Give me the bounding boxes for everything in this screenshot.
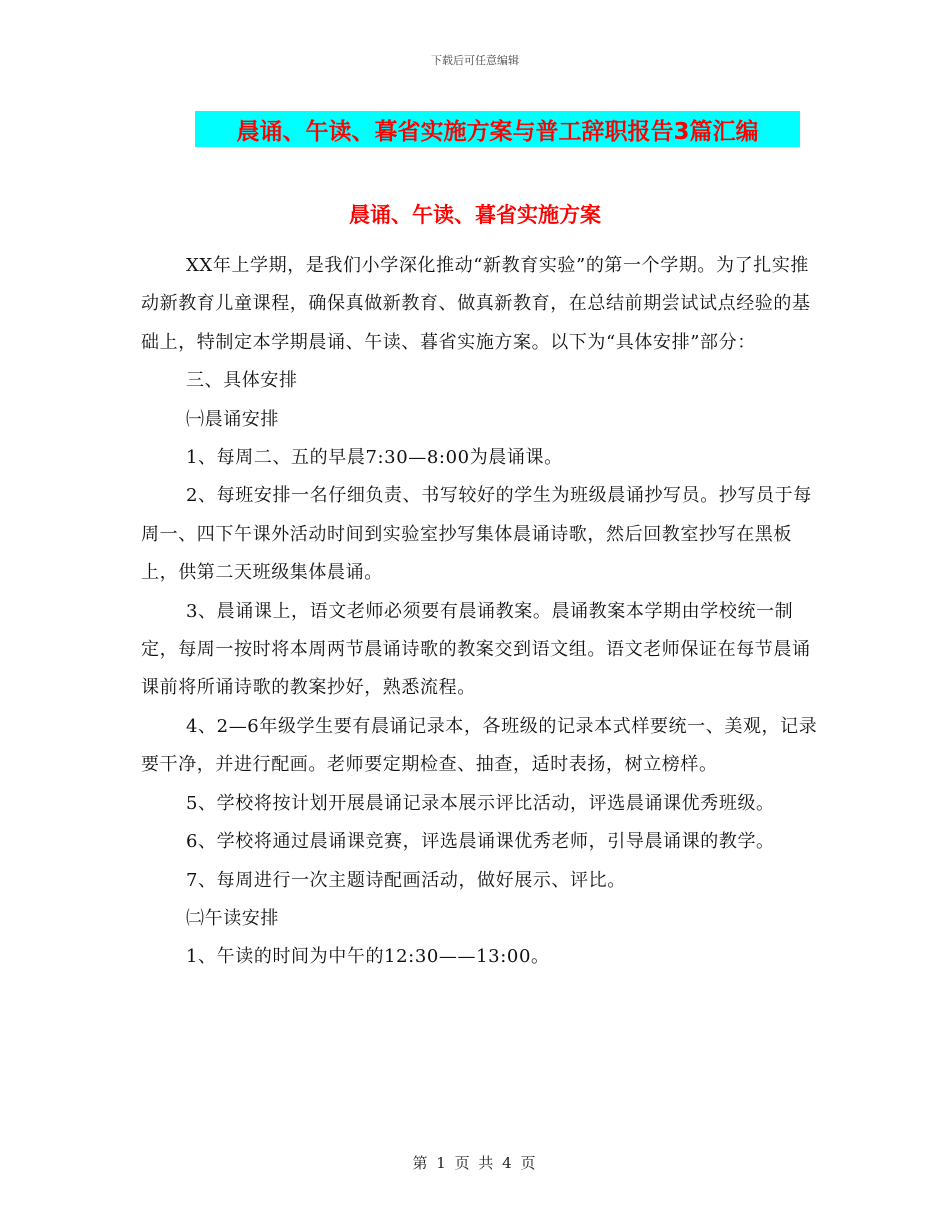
list-item: 2、每班安排一名仔细负责、书写较好的学生为班级晨诵抄写员。抄写员于每周一、四下午课外活动时间到实验室抄写集体晨诵诗歌，然后回教室抄写在黑板上，供第二天班级集体晨诵。 bbox=[141, 485, 812, 584]
document-body bbox=[141, 247, 821, 977]
list-item: 5、学校将按计划开展晨诵记录本展示评比活动，评选晨诵课优秀班级。 bbox=[186, 792, 775, 814]
list-item: 6、学校将通过晨诵课竞赛，评选晨诵课优秀老师，引导晨诵课的教学。 bbox=[186, 831, 775, 853]
header-note: 下载后可任意编辑 bbox=[431, 54, 519, 67]
paragraph-intro: XX年上学期，是我们小学深化推动“新教育实验”的第一个学期。为了扎实推动新教育儿童课程，确保真做新教育、做真新教育，在总结前期尝试试点经验的基础上，特制定本学期晨诵、午读、暮省实施方案。以下为“具体安排”部分： bbox=[141, 255, 811, 353]
list-item: 4、2—6年级学生要有晨诵记录本，各班级的记录本式样要统一、美观，记录要干净，并进行配画。老师要定期检查、抽查，适时表扬，树立榜样。 bbox=[141, 715, 818, 776]
heading-specific-arrangements: 三、具体安排 bbox=[186, 370, 298, 392]
list-item: 3、晨诵课上，语文老师必须要有晨诵教案。晨诵教案本学期由学校统一制定，每周一按时将本周两节晨诵诗歌的教案交到语文组。语文老师保证在每节晨诵课前将所诵诗歌的教案抄好，熟悉流程。 bbox=[141, 600, 811, 699]
list-item: 1、午读的时间为中午的12:30——13:00。 bbox=[186, 946, 550, 968]
section-title: 晨诵、午读、暮省实施方案 bbox=[349, 203, 601, 227]
list-item: 1、每周二、五的早晨7:30—8:00为晨诵课。 bbox=[186, 447, 563, 469]
subheading-noon-reading: ㈡午读安排 bbox=[186, 907, 279, 929]
subheading-morning-recitation: ㈠晨诵安排 bbox=[186, 408, 279, 430]
list-item: 7、每周进行一次主题诗配画活动，做好展示、评比。 bbox=[186, 869, 626, 891]
page-number-footer: 第 1 页 共 4 页 bbox=[412, 1154, 538, 1172]
main-title-highlight bbox=[195, 111, 800, 147]
main-title: 晨诵、午读、暮省实施方案与普工辞职报告3篇汇编 bbox=[236, 118, 759, 145]
